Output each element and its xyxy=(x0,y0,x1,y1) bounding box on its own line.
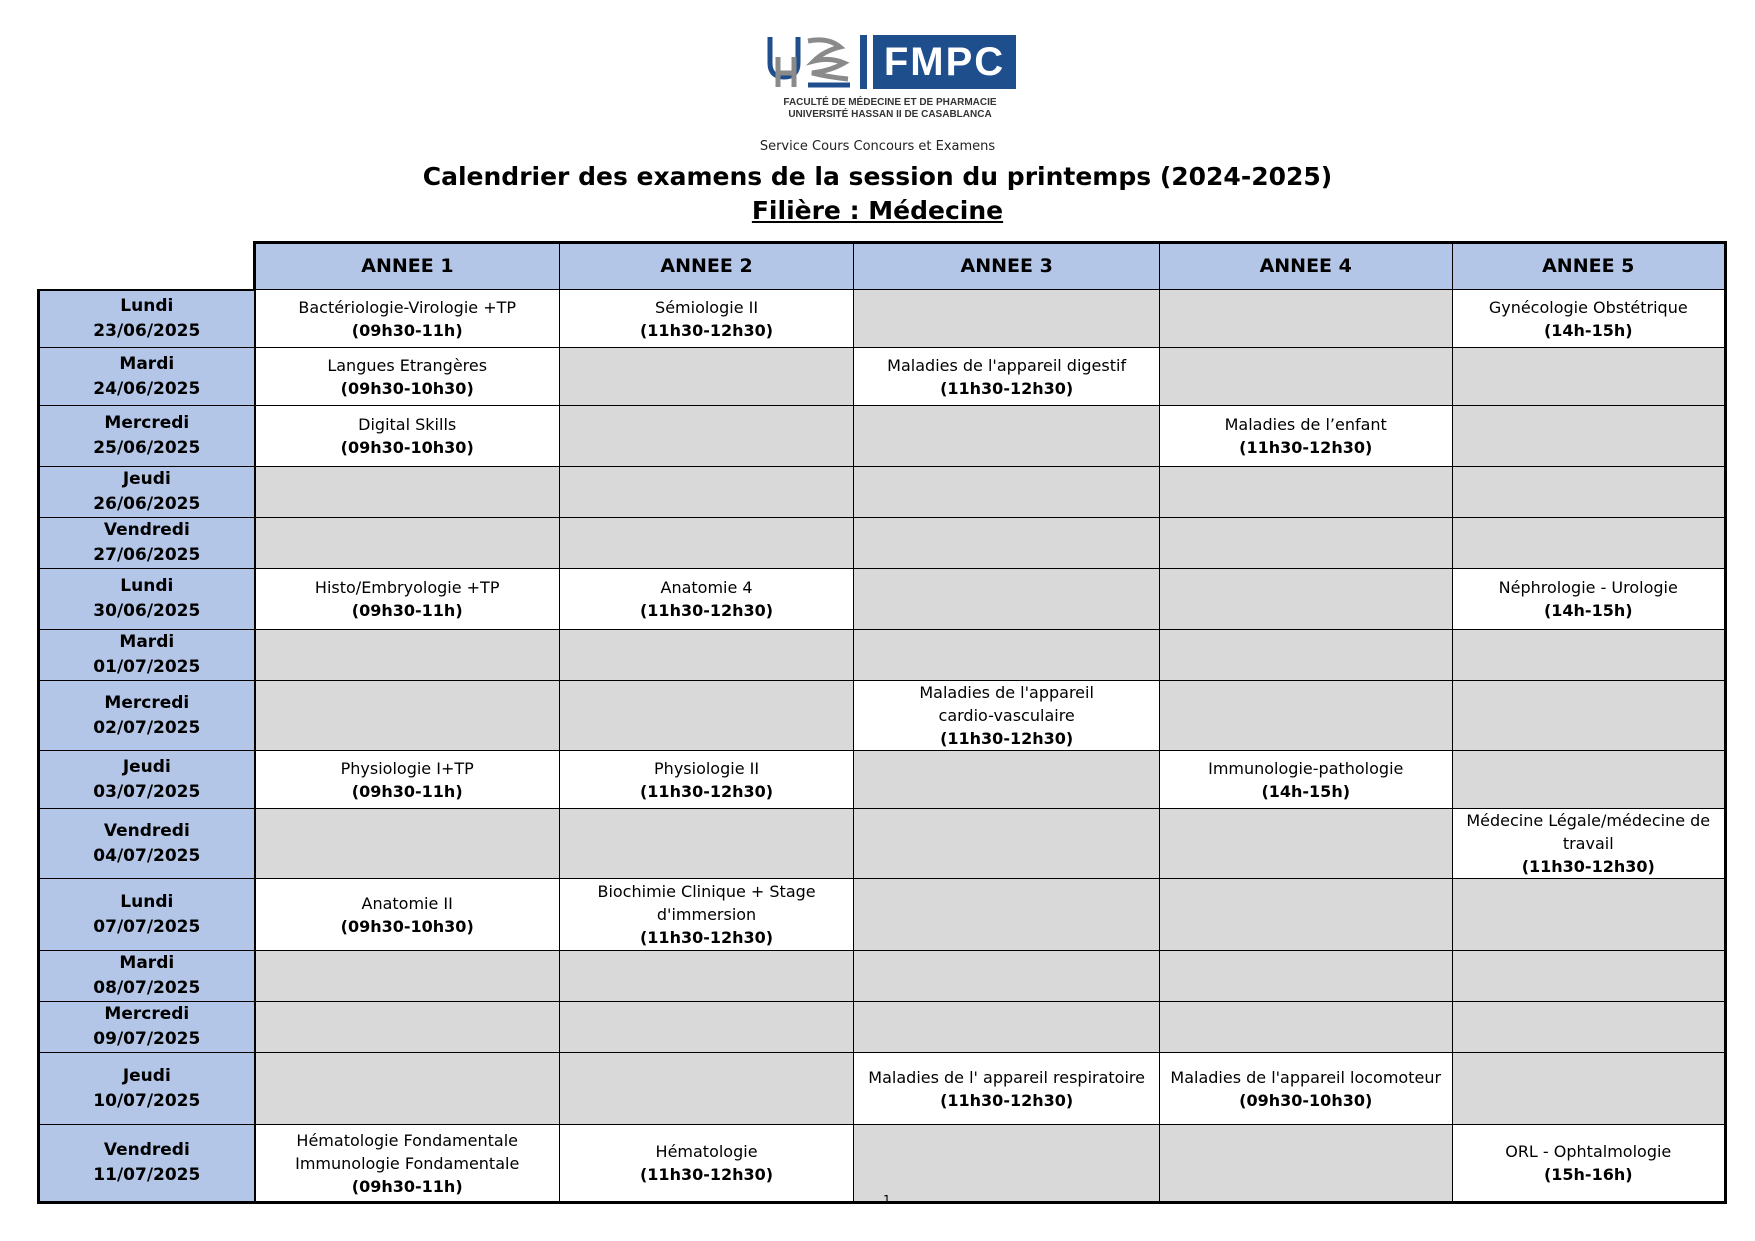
exam-subject: Maladies de l'appareil locomoteur xyxy=(1170,1067,1442,1087)
empty-cell xyxy=(1452,681,1726,751)
table-row xyxy=(39,630,1726,681)
empty-cell xyxy=(1159,809,1452,879)
table-row xyxy=(39,879,1726,951)
empty-cell xyxy=(559,1002,854,1053)
empty-cell xyxy=(1452,951,1726,1002)
day-name: Mercredi xyxy=(104,413,190,433)
empty-cell xyxy=(1159,879,1452,951)
exam-subject: Maladies de l' appareil respiratoire xyxy=(868,1067,1145,1087)
exam-subject: Biochimie Clinique + Stage xyxy=(597,882,816,901)
exam-cell xyxy=(255,406,560,467)
empty-cell xyxy=(559,1053,854,1125)
empty-cell xyxy=(854,809,1160,879)
day-cell xyxy=(39,1002,255,1053)
exam-time: (09h30-10h30) xyxy=(340,438,474,457)
university-name: UNIVERSITÉ HASSAN II DE CASABLANCA xyxy=(788,109,992,120)
day-date: 08/07/2025 xyxy=(93,978,201,998)
exam-cell xyxy=(854,348,1160,406)
exam-time: (11h30-12h30) xyxy=(639,601,774,620)
empty-cell xyxy=(559,467,854,518)
exam-cell xyxy=(559,1125,854,1203)
exam-cell xyxy=(255,879,560,951)
day-name: Jeudi xyxy=(122,1065,171,1086)
day-cell xyxy=(39,518,255,569)
exam-subject: Hématologie xyxy=(655,1142,758,1161)
exam-cell xyxy=(559,290,854,348)
table-row xyxy=(39,751,1726,809)
day-name: Vendredi xyxy=(103,820,190,841)
exam-time: (09h30-11h) xyxy=(351,320,463,340)
empty-cell xyxy=(255,681,560,751)
day-cell xyxy=(39,569,255,630)
day-name: Vendredi xyxy=(103,1140,190,1160)
empty-cell xyxy=(1159,569,1452,630)
year-header-5: ANNEE 5 xyxy=(1452,243,1726,290)
exam-time: (14h-15h) xyxy=(1261,781,1351,801)
exam-subject: Histo/Embryologie +TP xyxy=(314,578,500,597)
day-cell xyxy=(39,348,255,406)
page-subtitle xyxy=(0,196,1755,225)
exam-cell xyxy=(559,879,854,951)
day-name: Lundi xyxy=(120,891,174,912)
uh2c-emblem-icon xyxy=(764,33,854,89)
year-header-4: ANNEE 4 xyxy=(1159,243,1452,290)
empty-cell xyxy=(854,290,1160,348)
exam-time: (09h30-10h30) xyxy=(1239,1090,1373,1110)
exam-cell xyxy=(255,569,560,630)
empty-cell xyxy=(255,1002,560,1053)
exam-subject: d'immersion xyxy=(656,905,757,924)
empty-cell xyxy=(1452,348,1726,406)
exam-time: (09h30-10h30) xyxy=(340,916,474,936)
empty-cell xyxy=(1159,681,1452,751)
day-cell xyxy=(39,951,255,1002)
day-date: 09/07/2025 xyxy=(93,1029,201,1049)
day-name: Mardi xyxy=(119,953,175,973)
exam-subject: Gynécologie Obstétrique xyxy=(1488,297,1688,317)
table-row xyxy=(39,467,1726,518)
exam-time: (11h30-12h30) xyxy=(940,729,1074,748)
exam-time: (11h30-12h30) xyxy=(639,928,774,947)
empty-cell xyxy=(559,348,854,406)
exam-subject: Langues Etrangères xyxy=(327,355,488,375)
faculty-name: FACULTÉ DE MÉDECINE ET DE PHARMACIE xyxy=(783,97,997,108)
exam-time: (14h-15h) xyxy=(1543,601,1633,620)
day-date: 26/06/2025 xyxy=(93,494,201,514)
exam-time: (09h30-10h30) xyxy=(340,378,474,398)
table-row xyxy=(39,348,1726,406)
table-header-row xyxy=(39,243,1726,290)
exam-time: (09h30-11h) xyxy=(351,781,463,801)
day-name: Vendredi xyxy=(103,520,190,540)
exam-time: (09h30-11h) xyxy=(351,601,463,620)
exam-time: (14h-15h) xyxy=(1543,320,1633,340)
day-name: Mercredi xyxy=(104,692,190,713)
exam-cell xyxy=(1159,406,1452,467)
exam-cell xyxy=(854,681,1160,751)
day-name: Jeudi xyxy=(122,756,171,777)
exam-time: (11h30-12h30) xyxy=(940,1090,1074,1110)
exam-time: (11h30-12h30) xyxy=(639,320,774,340)
day-date: 02/07/2025 xyxy=(93,717,201,738)
empty-cell xyxy=(1159,290,1452,348)
empty-cell xyxy=(559,518,854,569)
exam-time: (11h30-12h30) xyxy=(1239,438,1373,457)
logo-divider xyxy=(860,35,867,89)
exam-subject: Physiologie I+TP xyxy=(340,758,474,778)
exam-time: (11h30-12h30) xyxy=(639,781,774,801)
exam-schedule-table xyxy=(37,241,1727,1204)
empty-cell xyxy=(559,630,854,681)
exam-subject: Bactériologie-Virologie +TP xyxy=(298,297,517,317)
page-title: Calendrier des examens de la session du printemps (2024-2025) xyxy=(422,162,1333,191)
exam-subject: cardio-vasculaire xyxy=(938,706,1075,725)
empty-cell xyxy=(1452,518,1726,569)
empty-cell xyxy=(255,467,560,518)
empty-cell xyxy=(1159,518,1452,569)
fmpc-logo xyxy=(764,33,1016,123)
empty-cell xyxy=(1159,630,1452,681)
corner-cell xyxy=(39,243,255,290)
filiere-label: Filière : Médecine xyxy=(751,196,1004,225)
day-name: Mardi xyxy=(119,632,175,652)
table-row xyxy=(39,951,1726,1002)
day-date: 10/07/2025 xyxy=(93,1090,201,1111)
day-cell xyxy=(39,1125,255,1203)
exam-subject: Néphrologie - Urologie xyxy=(1498,578,1678,597)
day-cell xyxy=(39,467,255,518)
empty-cell xyxy=(559,681,854,751)
day-date: 24/06/2025 xyxy=(93,378,201,399)
empty-cell xyxy=(854,1125,1160,1203)
exam-subject: ORL - Ophtalmologie xyxy=(1505,1142,1672,1161)
day-name: Jeudi xyxy=(122,469,171,489)
exam-cell xyxy=(1452,809,1726,879)
exam-subject: Physiologie II xyxy=(654,758,760,778)
empty-cell xyxy=(854,467,1160,518)
day-name: Mardi xyxy=(119,353,175,374)
year-header-2: ANNEE 2 xyxy=(559,243,854,290)
day-cell xyxy=(39,1053,255,1125)
exam-subject: Maladies de l’enfant xyxy=(1224,415,1387,434)
day-cell xyxy=(39,809,255,879)
table-row xyxy=(39,681,1726,751)
empty-cell xyxy=(854,406,1160,467)
day-date: 04/07/2025 xyxy=(93,845,201,866)
exam-subject: Anatomie II xyxy=(361,893,453,913)
empty-cell xyxy=(854,879,1160,951)
day-cell xyxy=(39,406,255,467)
year-header-1: ANNEE 1 xyxy=(255,243,560,290)
empty-cell xyxy=(1452,1053,1726,1125)
day-cell xyxy=(39,751,255,809)
exam-cell xyxy=(1159,751,1452,809)
table-row xyxy=(39,518,1726,569)
day-date: 11/07/2025 xyxy=(93,1165,201,1185)
empty-cell xyxy=(255,951,560,1002)
exam-subject: Hématologie Fondamentale xyxy=(296,1130,518,1150)
table-row xyxy=(39,569,1726,630)
empty-cell xyxy=(1452,630,1726,681)
empty-cell xyxy=(854,951,1160,1002)
exam-time: (11h30-12h30) xyxy=(940,378,1074,398)
exam-subject: Immunologie Fondamentale xyxy=(295,1153,520,1173)
empty-cell xyxy=(854,518,1160,569)
empty-cell xyxy=(1159,348,1452,406)
empty-cell xyxy=(1452,1002,1726,1053)
table-row xyxy=(39,1053,1726,1125)
service-label: Service Cours Concours et Examens xyxy=(759,139,996,154)
empty-cell xyxy=(559,809,854,879)
exam-subject: Digital Skills xyxy=(358,415,457,434)
empty-cell xyxy=(1159,1125,1452,1203)
empty-cell xyxy=(1159,467,1452,518)
year-header-3: ANNEE 3 xyxy=(854,243,1160,290)
empty-cell xyxy=(559,406,854,467)
exam-time: (11h30-12h30) xyxy=(639,1165,774,1184)
empty-cell xyxy=(559,951,854,1002)
exam-cell xyxy=(1452,1125,1726,1203)
exam-subject: Sémiologie II xyxy=(655,297,759,317)
logo-fmpc-text: FMPC xyxy=(873,35,1016,89)
empty-cell xyxy=(1452,879,1726,951)
exam-cell xyxy=(1159,1053,1452,1125)
exam-subject: Anatomie 4 xyxy=(660,578,753,597)
exam-cell xyxy=(854,1053,1160,1125)
exam-subject: Immunologie-pathologie xyxy=(1208,758,1404,778)
exam-time: (15h-16h) xyxy=(1543,1165,1633,1184)
exam-cell xyxy=(559,569,854,630)
empty-cell xyxy=(854,751,1160,809)
day-name: Lundi xyxy=(120,295,174,316)
exam-subject: Médecine Légale/médecine de xyxy=(1466,811,1711,830)
exam-subject: Maladies de l'appareil xyxy=(919,683,1094,702)
day-date: 03/07/2025 xyxy=(93,781,201,802)
empty-cell xyxy=(854,630,1160,681)
day-cell xyxy=(39,681,255,751)
empty-cell xyxy=(1159,951,1452,1002)
empty-cell xyxy=(1452,751,1726,809)
day-name: Lundi xyxy=(120,576,174,596)
day-date: 30/06/2025 xyxy=(93,601,201,621)
table-row xyxy=(39,290,1726,348)
exam-cell xyxy=(559,751,854,809)
empty-cell xyxy=(255,1053,560,1125)
empty-cell xyxy=(854,569,1160,630)
empty-cell xyxy=(255,630,560,681)
day-date: 01/07/2025 xyxy=(93,657,201,677)
exam-cell xyxy=(255,348,560,406)
day-date: 27/06/2025 xyxy=(93,545,201,565)
day-cell xyxy=(39,290,255,348)
exam-cell xyxy=(1452,569,1726,630)
table-row xyxy=(39,1125,1726,1203)
day-cell xyxy=(39,879,255,951)
day-cell xyxy=(39,630,255,681)
empty-cell xyxy=(255,809,560,879)
exam-cell xyxy=(255,751,560,809)
table-row xyxy=(39,809,1726,879)
day-date: 25/06/2025 xyxy=(93,438,201,458)
empty-cell xyxy=(1159,1002,1452,1053)
empty-cell xyxy=(255,518,560,569)
exam-time: (09h30-11h) xyxy=(351,1176,463,1196)
table-row xyxy=(39,406,1726,467)
exam-cell xyxy=(1452,290,1726,348)
exam-time: (11h30-12h30) xyxy=(1521,857,1655,876)
day-date: 07/07/2025 xyxy=(93,916,201,937)
empty-cell xyxy=(1452,467,1726,518)
table-row xyxy=(39,1002,1726,1053)
page-number: 1 xyxy=(883,1193,891,1207)
day-name: Mercredi xyxy=(104,1004,190,1024)
day-date: 23/06/2025 xyxy=(93,320,201,341)
exam-subject: Maladies de l'appareil digestif xyxy=(887,355,1127,375)
empty-cell xyxy=(1452,406,1726,467)
exam-subject: travail xyxy=(1562,834,1614,853)
exam-cell xyxy=(255,1125,560,1203)
exam-cell xyxy=(255,290,560,348)
empty-cell xyxy=(854,1002,1160,1053)
